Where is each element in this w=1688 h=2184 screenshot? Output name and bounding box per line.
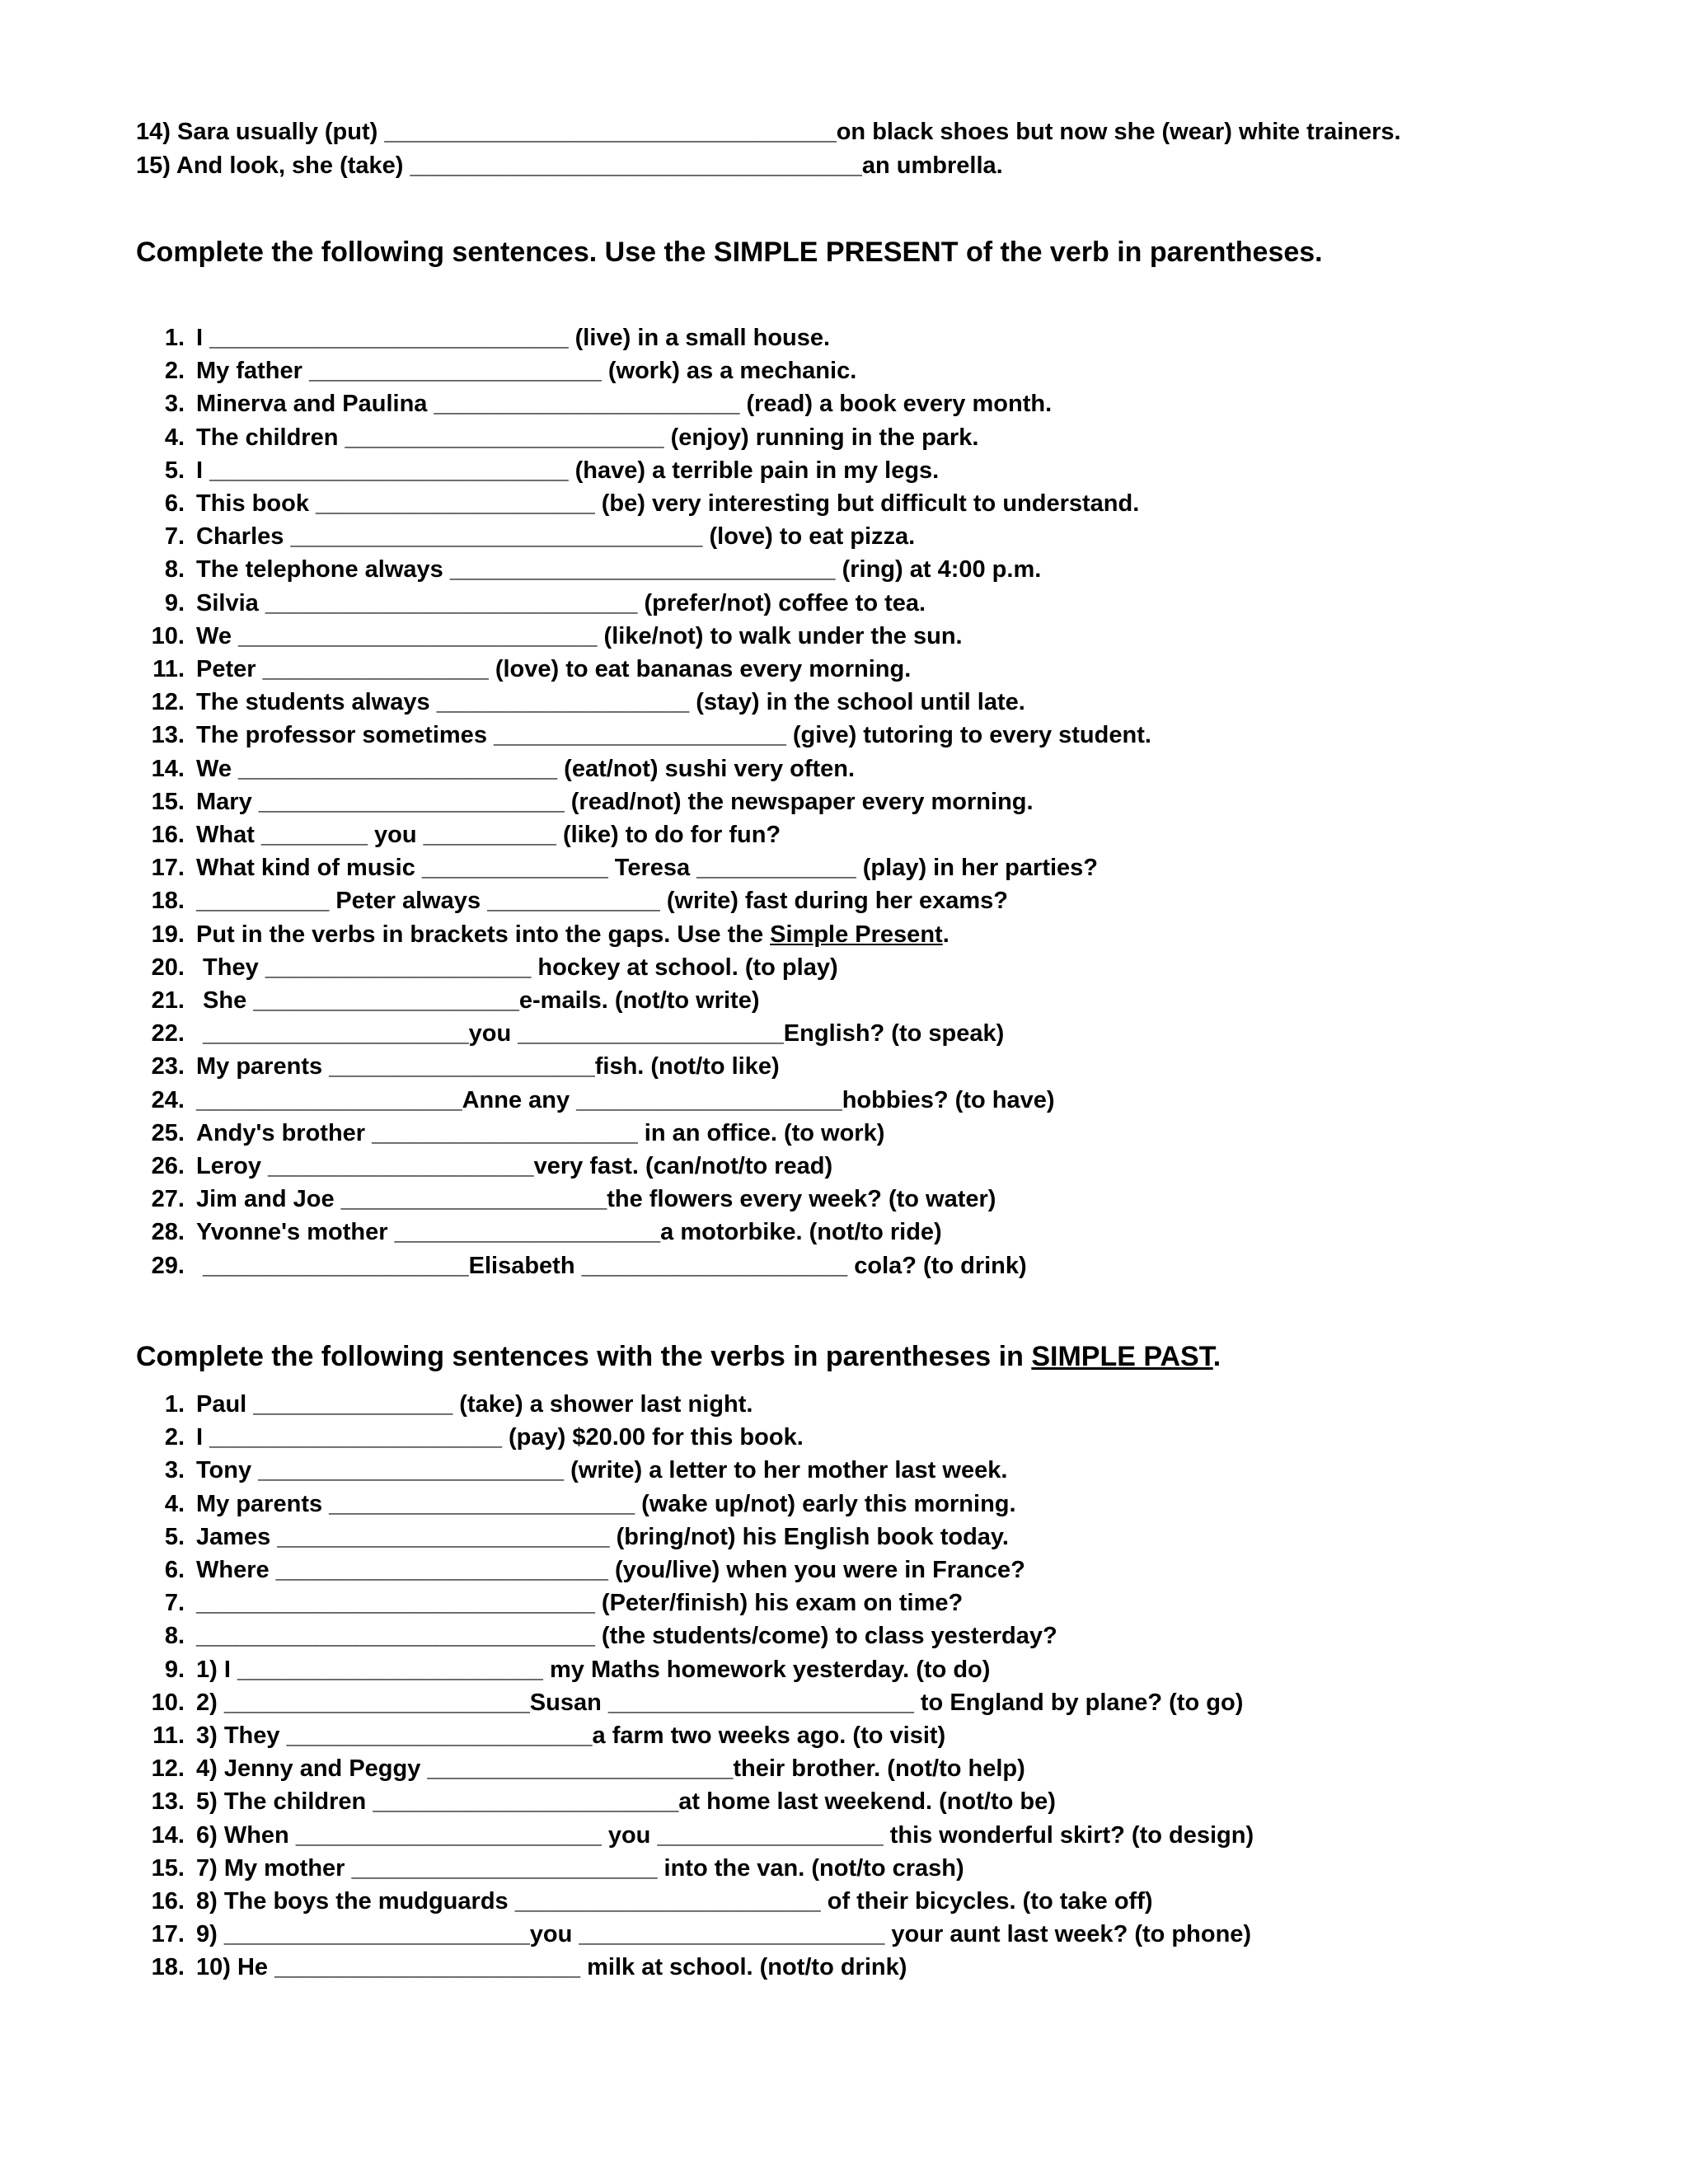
item-text: Paul _______________ (take) a shower last night. (196, 1391, 753, 1418)
item-text: Put in the verbs in brackets into the gaps. Use the (196, 921, 771, 948)
item-number: 1. (164, 325, 185, 351)
item-text: 4) Jenny and Peggy _______________________their brother. (not/to help) (196, 1755, 1025, 1783)
item-text: The professor sometimes ______________________ (give) tutoring to every student. (196, 722, 1151, 749)
item-number: 26. (151, 1153, 185, 1179)
list-item (140, 1119, 884, 1147)
list-item (140, 1953, 907, 1981)
item-text: She ____________________e-mails. (not/to write) (196, 987, 760, 1014)
item-number: 11. (152, 1722, 185, 1749)
list-item (140, 1722, 945, 1750)
list-item (140, 788, 1034, 816)
list-item (140, 655, 911, 683)
list-item (140, 490, 1139, 518)
item-text: ____________________Anne any ____________________hobbies? (to have) (196, 1086, 1055, 1113)
list-item (140, 987, 760, 1015)
intro-line-14: 14) Sara usually (put) __________________________________on black shoes but now she (wear) white trainers. (136, 119, 1401, 145)
item-number: 28. (151, 1219, 185, 1246)
item-number: 16. (151, 822, 185, 848)
item-number: 8. (164, 1623, 185, 1650)
item-number: 6. (164, 1557, 185, 1583)
item-number: 19. (151, 921, 185, 948)
item-number: 27. (151, 1186, 185, 1213)
list-item (140, 1920, 1251, 1948)
list-item (140, 1887, 1153, 1915)
item-number: 7. (164, 1590, 185, 1617)
item-text: The children ________________________ (enjoy) running in the park. (196, 424, 979, 451)
item-number: 16. (151, 1888, 185, 1915)
list-item (140, 1689, 1243, 1717)
list-item (140, 954, 838, 982)
item-number: 10. (151, 1689, 185, 1716)
item-text: They ____________________ hockey at school. (to play) (196, 954, 838, 981)
section-heading-simple-past: Complete the following sentences with the verbs in parentheses in SIMPLE PAST. (136, 1341, 1221, 1372)
item-text: 3) They _______________________a farm two weeks ago. (to visit) (196, 1722, 946, 1749)
item-text: I ___________________________ (have) a terrible pain in my legs. (196, 457, 940, 484)
item-text: Mary _______________________ (read/not) the newspaper every morning. (196, 788, 1034, 815)
item-text: We ___________________________ (like/not) to walk under the sun. (196, 622, 963, 649)
intro-line-15: 15) And look, she (take) __________________________________an umbrella. (136, 152, 1003, 179)
item-number: 22. (151, 1020, 185, 1047)
item-text: ____________________Elisabeth ____________________ cola? (to drink) (196, 1252, 1027, 1279)
item-text: We ________________________ (eat/not) sushi very often. (196, 755, 856, 782)
item-text: I ______________________ (pay) $20.00 for this book. (196, 1424, 804, 1451)
item-text: ______________________________ (the students/come) to class yesterday? (196, 1623, 1057, 1650)
item-text: Yvonne's mother ____________________a motorbike. (not/to ride) (196, 1219, 942, 1246)
item-number: 4. (164, 424, 185, 451)
list-item (140, 1821, 1254, 1849)
list-item (140, 1152, 832, 1180)
item-number: 21. (151, 987, 185, 1014)
item-number: 15. (151, 1854, 185, 1882)
list-item (140, 457, 939, 485)
item-text: I ___________________________ (live) in a small house. (196, 325, 831, 351)
item-text: 5) The children _______________________at home last weekend. (not/to be) (196, 1788, 1056, 1816)
list-item (140, 1218, 942, 1246)
item-text: Tony _______________________ (write) a letter to her mother last week. (196, 1457, 1008, 1484)
item-number: 5. (164, 457, 185, 484)
list-item (140, 1523, 1009, 1551)
list-item (140, 357, 856, 385)
list-item (140, 1019, 1004, 1047)
list-item (140, 821, 781, 849)
list-item (140, 921, 950, 949)
item-number: 13. (151, 1788, 185, 1816)
item-number: 8. (164, 556, 185, 583)
item-text: __________ Peter always _____________ (write) fast during her exams? (196, 888, 1008, 915)
list-item (140, 622, 963, 650)
list-item (140, 1755, 1025, 1783)
item-text: . (942, 921, 950, 948)
item-text: 9) _______________________you _______________________ your aunt last week? (to phone) (196, 1921, 1252, 1948)
list-item (140, 1656, 990, 1684)
item-text: The students always ___________________ (stay) in the school until late. (196, 689, 1025, 716)
list-item (140, 589, 926, 617)
list-item (140, 1052, 780, 1080)
item-text: Simple Present (770, 921, 943, 948)
list-item (140, 1622, 1057, 1650)
list-item (140, 755, 855, 783)
list-item (140, 1423, 804, 1451)
item-text: What ________ you __________ (like) to do for fun? (196, 822, 781, 848)
item-text: Charles _______________________________ (love) to eat pizza. (196, 523, 916, 551)
item-number: 17. (151, 1921, 185, 1948)
item-text: ____________________you ____________________English? (to speak) (196, 1020, 1005, 1047)
item-text: What kind of music ______________ Teresa ____________ (play) in her parties? (196, 855, 1098, 882)
item-text: Jim and Joe ____________________the flowers every week? (to water) (196, 1186, 996, 1213)
item-text: 10) He _______________________ milk at school. (not/to drink) (196, 1954, 907, 1981)
item-number: 2. (164, 1424, 185, 1451)
item-number: 17. (151, 855, 185, 882)
item-text: Andy's brother ____________________ in an office. (to work) (196, 1119, 885, 1146)
item-text: Peter _________________ (love) to eat bananas every morning. (196, 656, 912, 682)
list-item (140, 688, 1025, 716)
item-number: 7. (164, 523, 185, 551)
item-number: 9. (164, 589, 185, 616)
item-number: 23. (151, 1053, 185, 1080)
item-text: 7) My mother _______________________ into the van. (not/to crash) (196, 1854, 964, 1882)
item-number: 15. (151, 788, 185, 815)
item-number: 14. (151, 755, 185, 782)
list-item (140, 1556, 1025, 1584)
item-number: 10. (151, 622, 185, 649)
list-item (140, 1185, 996, 1213)
item-text: Where _________________________ (you/live) when you were in France? (196, 1557, 1025, 1583)
section-heading-simple-present: Complete the following sentences. Use the SIMPLE PRESENT of the verb in parentheses. (136, 237, 1323, 268)
item-text: 8) The boys the mudguards _______________________ of their bicycles. (to take off) (196, 1888, 1153, 1915)
list-item (140, 1854, 964, 1882)
item-number: 3. (164, 391, 185, 418)
item-text: My parents _______________________ (wake up/not) early this morning. (196, 1490, 1016, 1517)
item-number: 2. (164, 358, 185, 385)
item-number: 6. (164, 490, 185, 517)
list-item (140, 1456, 1007, 1484)
item-number: 4. (164, 1490, 185, 1517)
item-text: Leroy ____________________very fast. (can/not/to read) (196, 1153, 833, 1179)
list-item (140, 1589, 963, 1617)
item-text: 6) When _______________________ you _________________ this wonderful skirt? (to design) (196, 1821, 1254, 1849)
item-text: This book _____________________ (be) very interesting but difficult to understand. (196, 490, 1140, 517)
list-item (140, 721, 1151, 749)
item-number: 14. (151, 1821, 185, 1849)
item-number: 12. (151, 689, 185, 716)
item-number: 24. (151, 1086, 185, 1113)
list-item (140, 555, 1041, 583)
item-text: ______________________________ (Peter/finish) his exam on time? (196, 1590, 964, 1617)
list-item (140, 1490, 1016, 1518)
item-text: My father ______________________ (work) as a mechanic. (196, 358, 857, 385)
list-item (140, 523, 915, 551)
item-number: 13. (151, 722, 185, 749)
item-text: 2) _______________________Susan _______________________ to England by plane? (to go) (196, 1689, 1244, 1716)
list-item (140, 324, 830, 352)
item-text: James _________________________ (bring/not) his English book today. (196, 1523, 1009, 1550)
item-number: 12. (151, 1755, 185, 1783)
item-number: 5. (164, 1523, 185, 1550)
item-text: Silvia ____________________________ (prefer/not) coffee to tea. (196, 589, 926, 616)
list-item (140, 1086, 1055, 1114)
list-item (140, 1252, 1027, 1280)
list-item (140, 390, 1052, 418)
item-number: 9. (164, 1656, 185, 1683)
item-text: My parents ____________________fish. (not/to like) (196, 1053, 780, 1080)
list-item (140, 854, 1098, 882)
item-number: 18. (151, 1954, 185, 1981)
item-text: Minerva and Paulina _______________________ (read) a book every month. (196, 391, 1053, 418)
list-item (140, 1788, 1056, 1816)
item-number: 25. (151, 1119, 185, 1146)
item-number: 18. (151, 888, 185, 915)
list-item (140, 887, 1008, 915)
list-item (140, 424, 978, 452)
item-text: The telephone always _____________________________ (ring) at 4:00 p.m. (196, 556, 1042, 583)
item-number: 1. (164, 1391, 185, 1418)
item-number: 29. (151, 1252, 185, 1279)
item-number: 11. (152, 656, 185, 682)
item-number: 20. (151, 954, 185, 981)
item-text: 1) I _______________________ my Maths homework yesterday. (to do) (196, 1656, 991, 1683)
list-item (140, 1390, 753, 1418)
item-number: 3. (164, 1457, 185, 1484)
